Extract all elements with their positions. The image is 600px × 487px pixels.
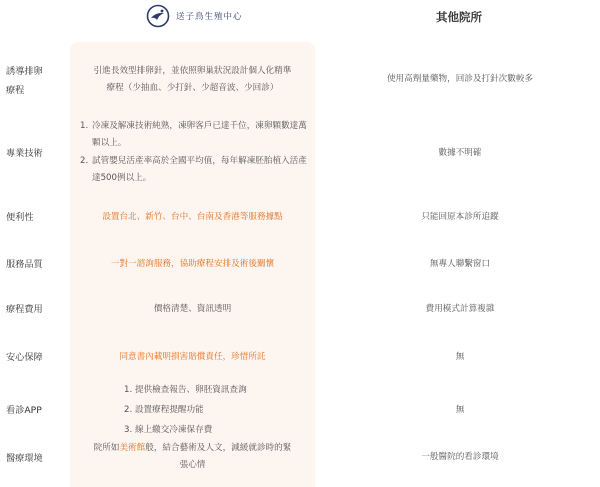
brand-name: 送子鳥生殖中心 [176, 12, 243, 22]
fees-other-text: 費用模式計算複雜 [425, 304, 495, 314]
compare-column-title: 其他院所 [436, 10, 482, 24]
convenience-brand-text: 設置台北、新竹、台中、台南及香港等服務據點 [102, 212, 283, 222]
list-item: 1. 提供檢查報告、卵胚資訊查詢 [124, 385, 247, 395]
row-label-app: 看診APP [6, 405, 42, 416]
row-label-fees: 療程費用 [6, 304, 43, 315]
app-other-text: 無 [455, 405, 465, 415]
app-brand-list [124, 380, 304, 440]
list-item: 1. 冷凍及解凍技術純熟，凍卵客戶已達千位，凍卵顆數達萬顆以上。 [80, 121, 307, 148]
environment-brand-text: 院所如美術館般，結合藝術及人文，減緩就診時的緊張心情 [93, 443, 292, 470]
fees-brand-text: 價格清楚、資訊透明 [153, 304, 232, 314]
technique-other-text: 數據不明確 [438, 148, 482, 158]
ovulation-brand-text: 引進長效型排卵針，並依照卵巢狀況設計個人化精準療程（少抽血、少打針、少超音波、少回診） [93, 66, 292, 93]
row-label-convenience: 便利性 [6, 212, 34, 223]
row-label-technique: 專業技術 [6, 148, 43, 159]
list-item: 3. 線上繳交冷凍保存費 [124, 425, 213, 435]
assurance-other-text: 無 [455, 352, 465, 362]
ovulation-other-text: 使用高劑量藥物，回診及打針次數較多 [386, 74, 534, 84]
brand-logo [146, 3, 243, 29]
technique-brand-list [80, 118, 308, 188]
environment-other-text: 一般醫院的看診環境 [421, 452, 499, 462]
row-label-ovulation: 誘導排卵 療程 [6, 66, 43, 96]
row-label-service: 服務品質 [6, 259, 43, 270]
assurance-brand-text: 同意書內載明損害賠償責任，珍惜所託 [119, 352, 266, 362]
list-item: 2. 設置療程提醒功能 [124, 405, 204, 415]
row-label-assurance: 安心保障 [6, 352, 43, 363]
stork-logo-icon [146, 4, 170, 28]
art-museum-highlight: 美術館 [119, 443, 146, 453]
list-item: 2. 試管嬰兒活產率高於全國平均值，每年解凍胚胎植入活產達500例以上。 [80, 156, 307, 183]
service-other-text: 無專人聯繫窗口 [429, 259, 491, 269]
service-brand-text: 一對一諮詢服務，協助療程安排及術後關懷 [110, 259, 275, 269]
row-label-environment: 醫療環境 [6, 453, 43, 464]
convenience-other-text: 只能回原本診所追蹤 [421, 212, 499, 222]
